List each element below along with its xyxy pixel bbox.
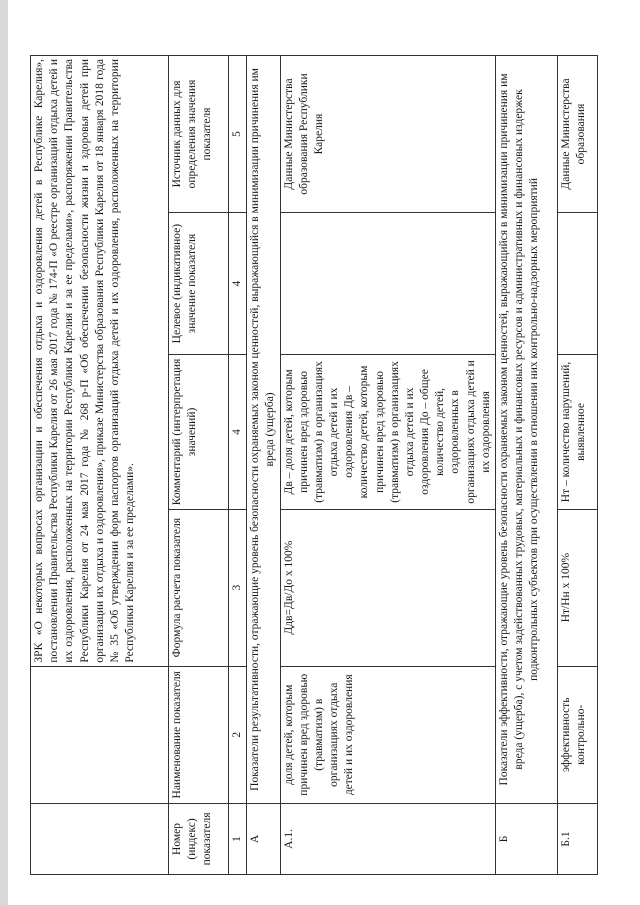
section-a-id: А: [247, 803, 280, 874]
rotated-document: [30, 55, 588, 875]
header-name: Наименование показателя: [169, 666, 229, 803]
row-b1-source: Данные Министерства образования: [557, 56, 597, 213]
row-b1-name: эффективность контрольно-: [557, 666, 597, 803]
header-target: Целевое (индикативное) значение показателя: [169, 213, 229, 355]
col-num-5: 4: [229, 213, 247, 355]
row-a1-source: Данные Министерства образования Республики Карелия: [280, 56, 495, 213]
header-source: Источник данных для определения значения показателя: [169, 56, 229, 213]
header-formula: Формула расчета показателя: [169, 509, 229, 666]
indicator-row-a1: [280, 56, 495, 875]
header-comment: Комментарий (интерпретация значений): [169, 355, 229, 509]
section-a-row: [247, 56, 280, 875]
row-b1-formula: Нт/Нн х 100%: [557, 509, 597, 666]
section-b-id: Б: [495, 803, 557, 874]
col-num-2: 2: [229, 666, 247, 803]
row-b1-comment: Нт – количество нарушений, выявленное: [557, 355, 597, 509]
header-row: [169, 56, 229, 875]
row-a1-formula: Ддв=Дв/До х 100%: [280, 509, 495, 666]
row-b1-id: Б.1: [557, 803, 597, 874]
top-text: ЗРК «О некоторых вопросах организации и обеспечения отдыха и оздоровления детей в Республике Карелия», постановлении Правительства Республики Карелия от 26 мая 2017 года № 174-П «О реестре организаций отдыха детей и их оздоровления, расположенных на территории Республики Карелия и за ее пределами», распоряжении Правительства Республики Карелия от 24 мая 2017 года № 268 р-П «Об обеспечении безопасности жизни и здоровья детей при организации их отдыха и оздоровления», приказе Министерства образования Республики Карелия от 18 января 2018 года № 35 «Об утверждении форм паспортов организаций отдыха детей и их оздоровления, расположенных на территории Республики Карелия и за ее пределами».: [31, 56, 169, 667]
section-b-text: Показатели эффективности, отражающие уровень безопасности охраняемых законом ценностей, выражающийся в минимизации причинения им вреда (ущерба), с учетом задействованных трудовых, материальных и финансовых ресурсов и административных и финансовых издержек подконтрольных субъектов при осуществлении в отношении них контрольно-надзорных мероприятий: [495, 56, 557, 804]
top-text-row: [31, 56, 169, 875]
section-a-text: Показатели результативности, отражающие уровень безопасности охраняемых законом ценностей, выражающийся в минимизации причинения им вреда (ущерба): [247, 56, 280, 804]
col-num-6: 5: [229, 56, 247, 213]
row-a1-target: [280, 213, 495, 355]
header-number: Номер (индекс) показателя: [169, 803, 229, 874]
col-num-1: 1: [229, 803, 247, 874]
col-num-4: 4: [229, 355, 247, 509]
row-b1-target: [557, 213, 597, 355]
col-num-3: 3: [229, 509, 247, 666]
indicators-table: [30, 55, 598, 875]
column-number-row: [229, 56, 247, 875]
indicator-row-b1: [557, 56, 597, 875]
row-a1-id: А.1.: [280, 803, 495, 874]
row-a1-name: доля детей, которым причинен вред здоровью (травматизм) в организациях отдыха детей и их оздоровления: [280, 666, 495, 803]
row-a1-comment: Дв – доля детей, которым причинен вред здоровью (травматизм) в организациях отдыха детей и их оздоровления Дв – количество детей, которым причинен вред здоровью (травматизм) в организациях отдыха детей и их оздоровления До – общее количество детей, оздоровленных в организациях отдыха детей и их оздоровления: [280, 355, 495, 509]
section-b-row: [495, 56, 557, 875]
scan-edge: [0, 0, 8, 905]
